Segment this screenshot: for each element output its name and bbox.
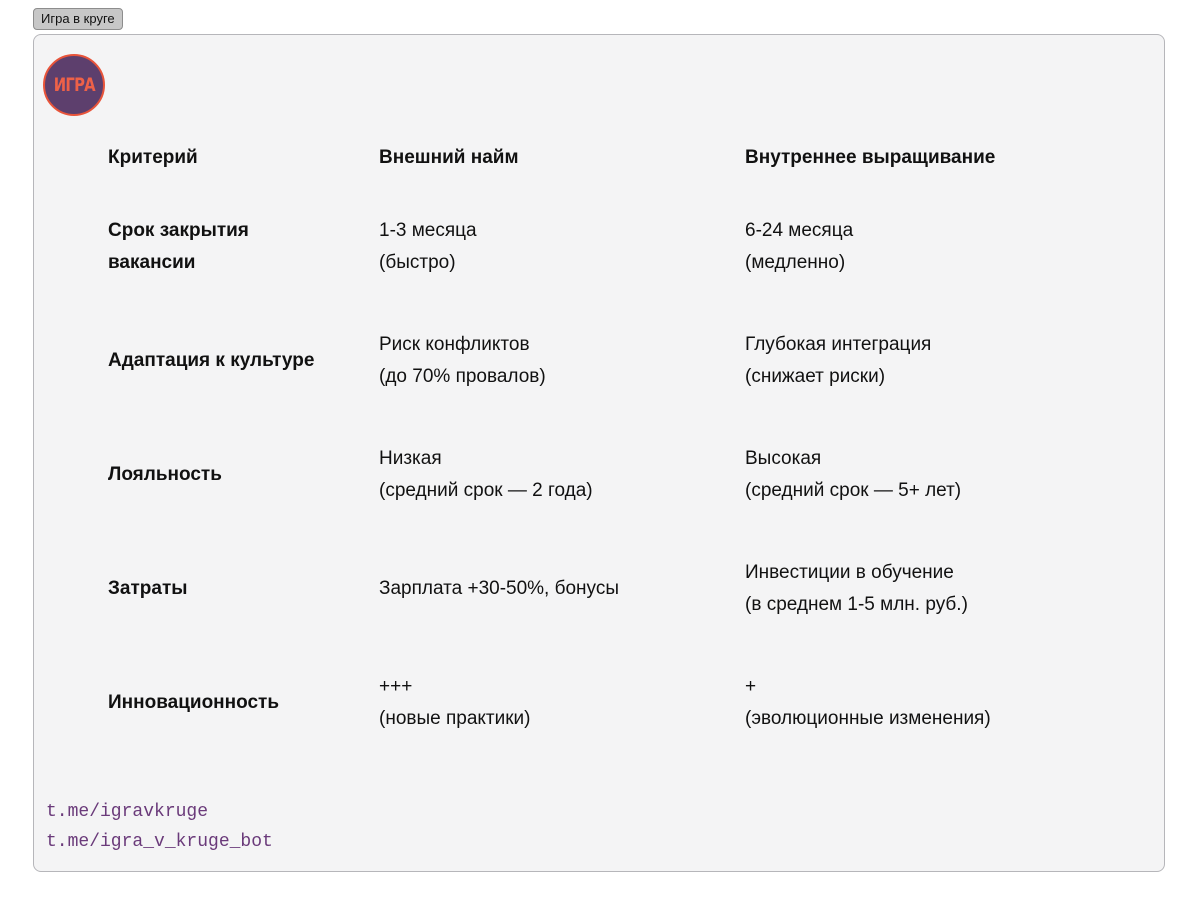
internal-cell: 6-24 месяца (медленно) [745,220,854,273]
table-row [108,646,1108,760]
criterion-cell: Срок закрытия вакансии [108,220,249,273]
table-row [108,304,1108,418]
external-cell: +++ (новые практики) [379,676,531,729]
internal-cell: Инвестиции в обучение (в среднем 1-5 млн. руб.) [745,562,968,615]
footer-links [46,797,273,857]
channel-tag[interactable]: Игра в круге [33,8,123,30]
external-cell: Низкая (средний срок — 2 года) [379,448,593,501]
message-card [33,34,1165,872]
external-cell: Риск конфликтов (до 70% провалов) [379,334,546,387]
criterion-cell: Адаптация к культуре [108,350,315,371]
header-internal: Внутреннее выращивание [745,147,996,168]
channel-logo[interactable] [43,54,105,116]
header-external: Внешний найм [379,147,519,168]
criterion-cell: Лояльность [108,464,222,485]
criterion-cell: Инновационность [108,692,280,713]
logo-text: ИГРА [53,74,95,96]
external-cell: 1-3 месяца (быстро) [379,220,477,273]
table-header-row [108,126,1108,190]
bot-link[interactable]: t.me/igra_v_kruge_bot [46,832,273,852]
criterion-cell: Затраты [108,578,188,599]
internal-cell: + (эволюционные изменения) [745,676,991,729]
table-row [108,532,1108,646]
internal-cell: Высокая (средний срок — 5+ лет) [745,448,962,501]
channel-link[interactable]: t.me/igravkruge [46,802,209,822]
internal-cell: Глубокая интеграция (снижает риски) [745,334,932,387]
external-cell: Зарплата +30-50%, бонусы [379,578,619,599]
table-row [108,418,1108,532]
comparison-table [108,126,1108,760]
header-criterion: Критерий [108,147,198,168]
table-row [108,190,1108,304]
